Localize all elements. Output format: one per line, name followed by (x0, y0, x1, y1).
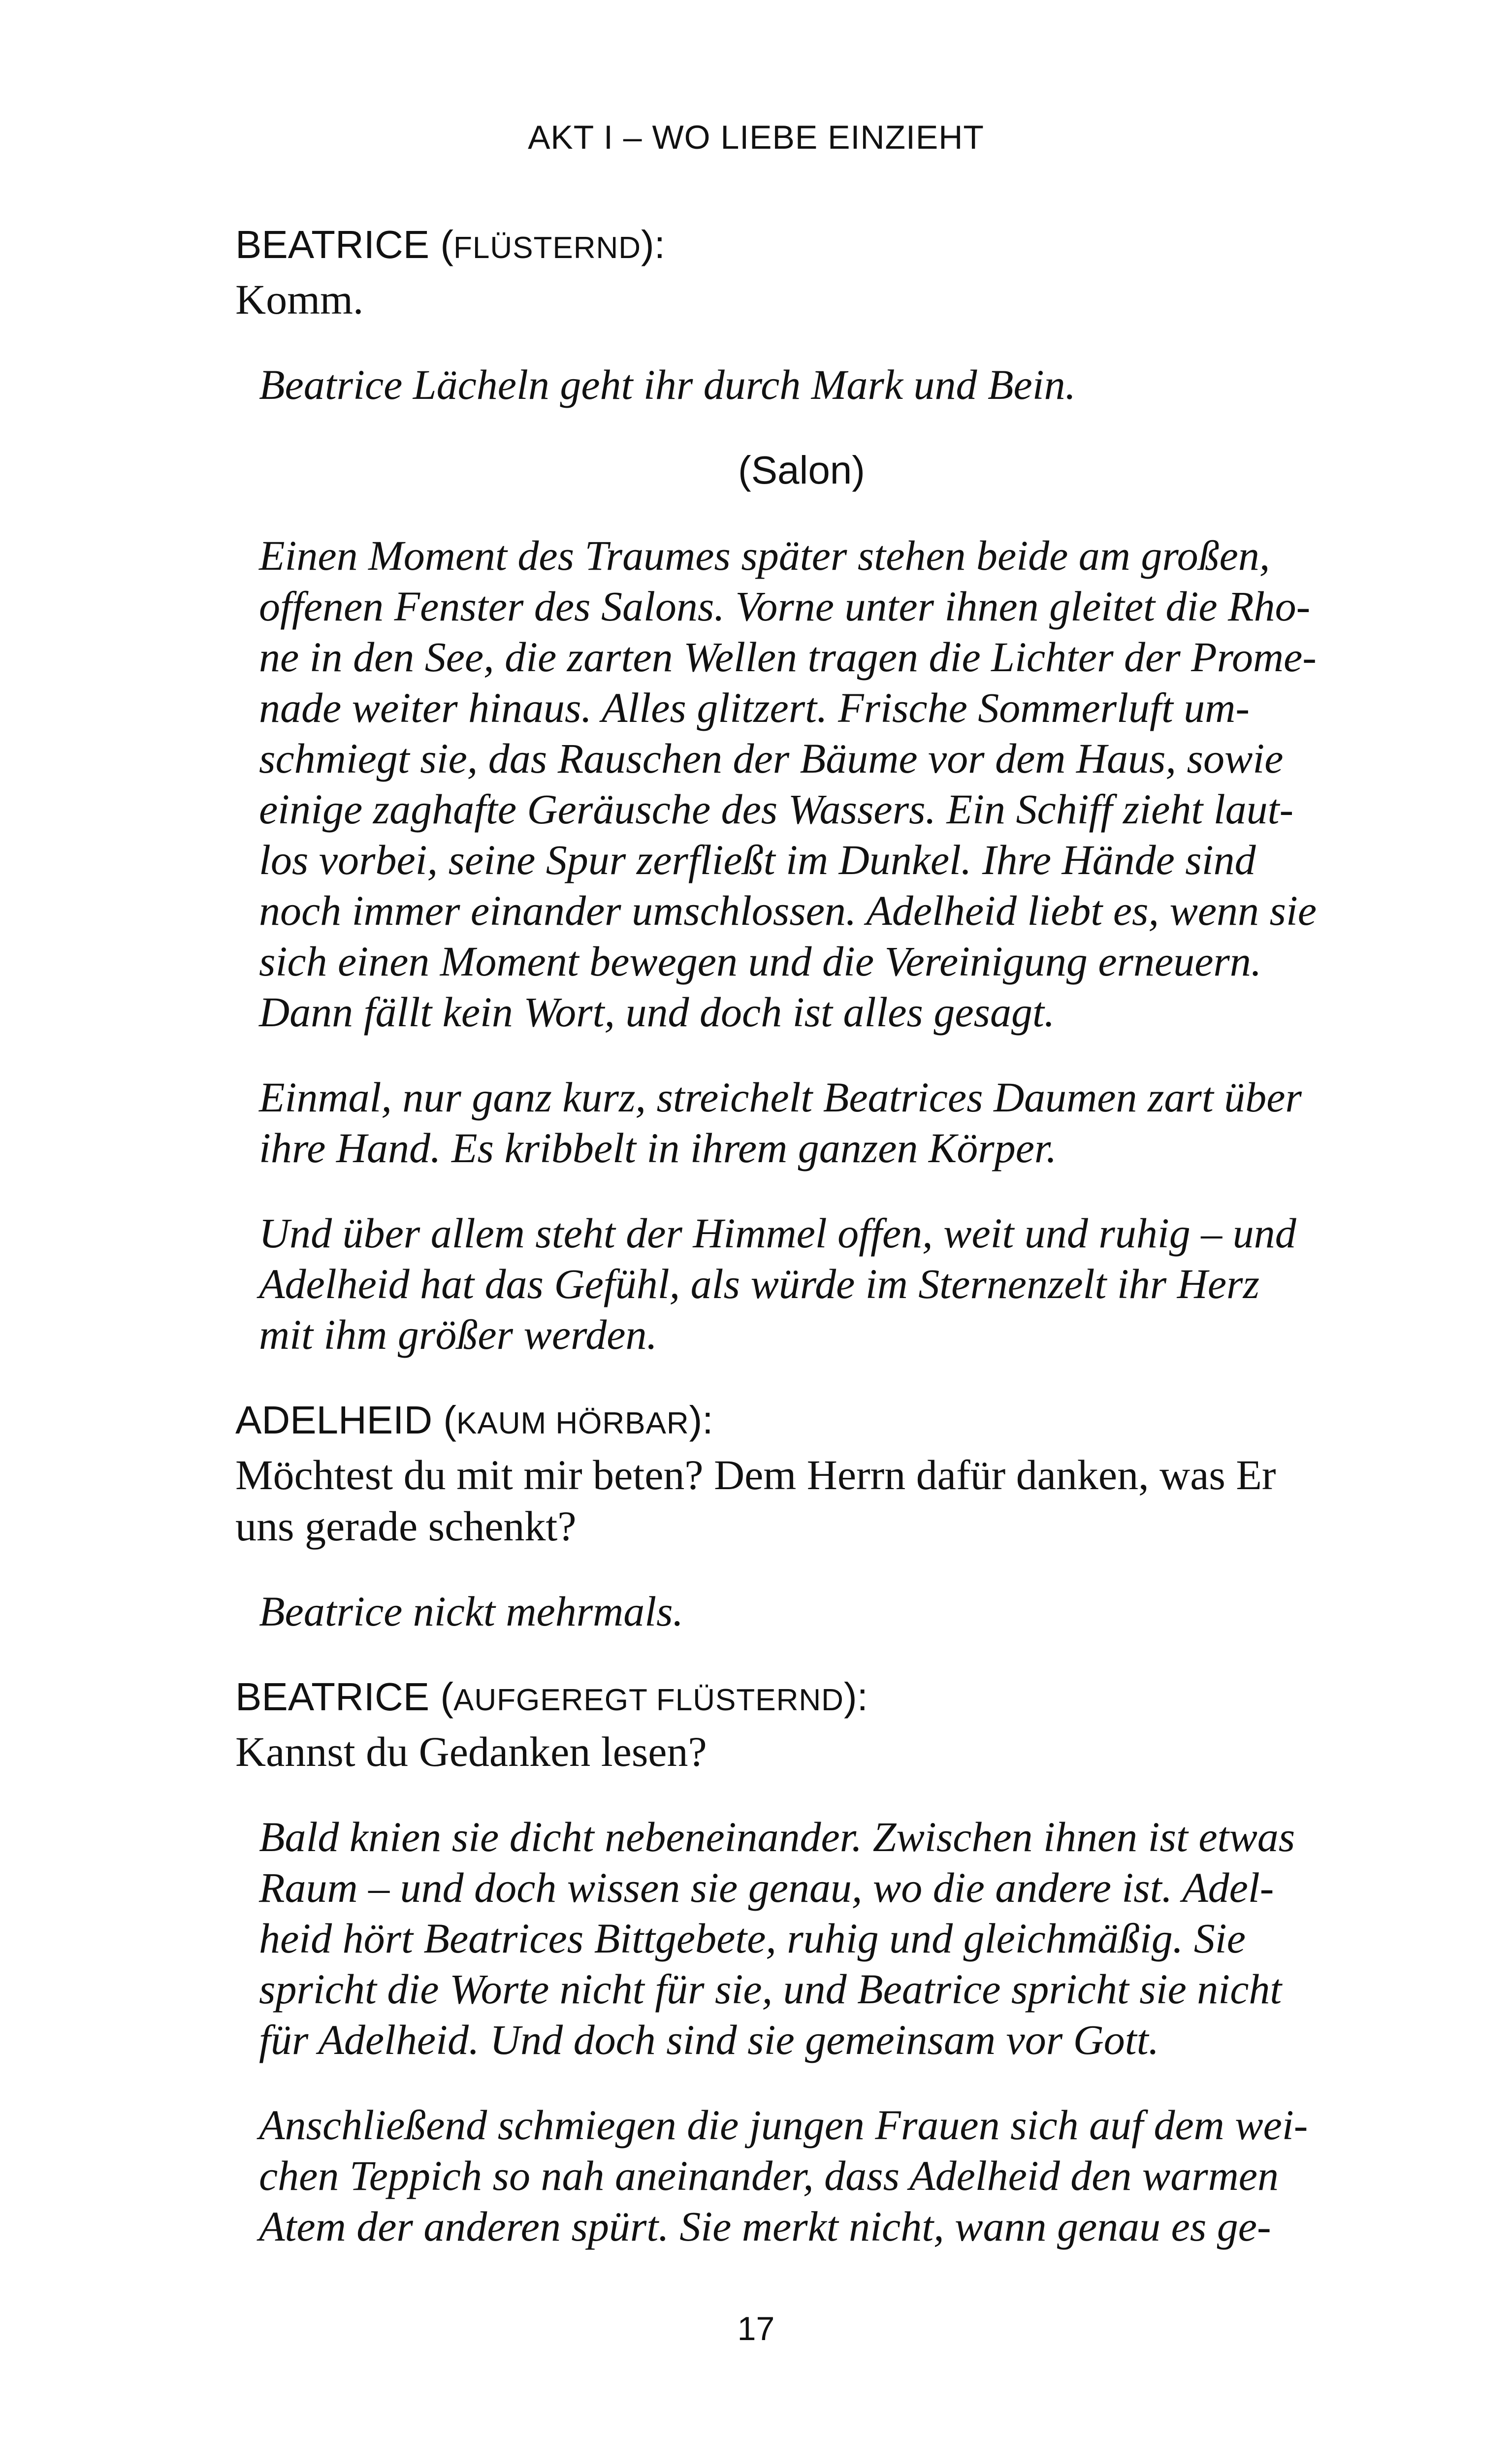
stage-line: chen Teppich so nah aneinander, dass Adelheid den warmen (259, 2152, 1279, 2199)
stage-direction (235, 359, 1368, 410)
dialogue-line (235, 1449, 1368, 1552)
stage-direction (235, 530, 1368, 1038)
stage-line: Adelheid hat das Gefühl, als würde im Sternenzelt ihr Herz (259, 1260, 1259, 1307)
speaker-heading: BEATRICE (AUFGEREGT FLÜSTERND): (235, 1675, 868, 1719)
dialogue-line: Komm. (235, 276, 364, 323)
stage-line: offenen Fenster des Salons. Vorne unter ihnen gleitet die Rho- (259, 583, 1311, 630)
stage-direction (235, 1072, 1368, 1173)
stage-direction (235, 1812, 1368, 2065)
stage-line: sich einen Moment bewegen und die Vereinigung erneuern. (259, 938, 1262, 985)
page-body (235, 219, 1368, 2286)
stage-line: ihre Hand. Es kribbelt in ihrem ganzen Körper. (259, 1124, 1057, 1172)
stage-line: noch immer einander umschlossen. Adelheid liebt es, wenn sie (259, 887, 1317, 934)
stage-line: Raum – und doch wissen sie genau, wo die andere ist. Adel- (259, 1864, 1274, 1911)
page-number: 17 (737, 2310, 775, 2347)
dialogue-text-line: uns gerade schenkt? (235, 1502, 577, 1550)
stage-line: Bald knien sie dicht nebeneinander. Zwischen ihnen ist etwas (259, 1813, 1295, 1860)
stage-line: mit ihm größer werden. (259, 1311, 657, 1358)
stage-line: für Adelheid. Und doch sind sie gemeinsam vor Gott. (259, 2016, 1159, 2063)
stage-line: Einmal, nur ganz kurz, streichelt Beatrices Daumen zart über (259, 1074, 1302, 1121)
stage-direction (235, 1586, 1368, 1637)
speaker-name: ADELHEID (235, 1398, 433, 1442)
scene-heading: (Salon) (738, 448, 865, 492)
speaker-name: BEATRICE (235, 1675, 430, 1719)
stage-line: Atem der anderen spürt. Sie merkt nicht, wann genau es ge- (259, 2203, 1271, 2250)
stage-line: Dann fällt kein Wort, und doch ist alles gesagt. (259, 988, 1055, 1036)
stage-line: Anschließend schmiegen die jungen Frauen sich auf dem wei- (259, 2101, 1308, 2149)
speaker-heading: ADELHEID (KAUM HÖRBAR): (235, 1398, 713, 1442)
running-header: AKT I – WO LIEBE EINZIEHT (528, 119, 984, 156)
stage-line: heid hört Beatrices Bittgebete, ruhig und gleichmäßig. Sie (259, 1915, 1246, 1962)
stage-direction-inline: KAUM HÖRBAR (456, 1406, 689, 1440)
speaker-heading: BEATRICE (FLÜSTERND): (235, 223, 665, 266)
stage-line: spricht die Worte nicht für sie, und Beatrice spricht sie nicht (259, 1965, 1282, 2013)
stage-line: los vorbei, seine Spur zerfließt im Dunkel. Ihre Hände sind (259, 836, 1256, 883)
stage-line: Einen Moment des Traumes später stehen beide am großen, (259, 532, 1270, 579)
stage-line: nade weiter hinaus. Alles glitzert. Frische Sommerluft um- (259, 684, 1250, 731)
stage-line: Und über allem steht der Himmel offen, weit und ruhig – und (259, 1209, 1296, 1257)
stage-line: Beatrice Lächeln geht ihr durch Mark und Bein. (259, 361, 1076, 408)
stage-direction (235, 1208, 1368, 1360)
stage-direction-inline: AUFGEREGT FLÜSTERND (453, 1683, 844, 1717)
speaker-name: BEATRICE (235, 223, 430, 266)
dialogue-line: Kannst du Gedanken lesen? (235, 1728, 707, 1775)
stage-line: ne in den See, die zarten Wellen tragen die Lichter der Prome- (259, 633, 1317, 681)
stage-line: einige zaghafte Geräusche des Wassers. Ein Schiff zieht laut- (259, 785, 1294, 833)
stage-direction-inline: FLÜSTERND (453, 231, 642, 265)
dialogue-text-line: Möchtest du mit mir beten? Dem Herrn dafür danken, was Er (235, 1451, 1276, 1498)
stage-line: Beatrice nickt mehrmals. (259, 1588, 684, 1635)
stage-line: schmiegt sie, das Rauschen der Bäume vor dem Haus, sowie (259, 735, 1284, 782)
stage-direction (235, 2100, 1368, 2252)
